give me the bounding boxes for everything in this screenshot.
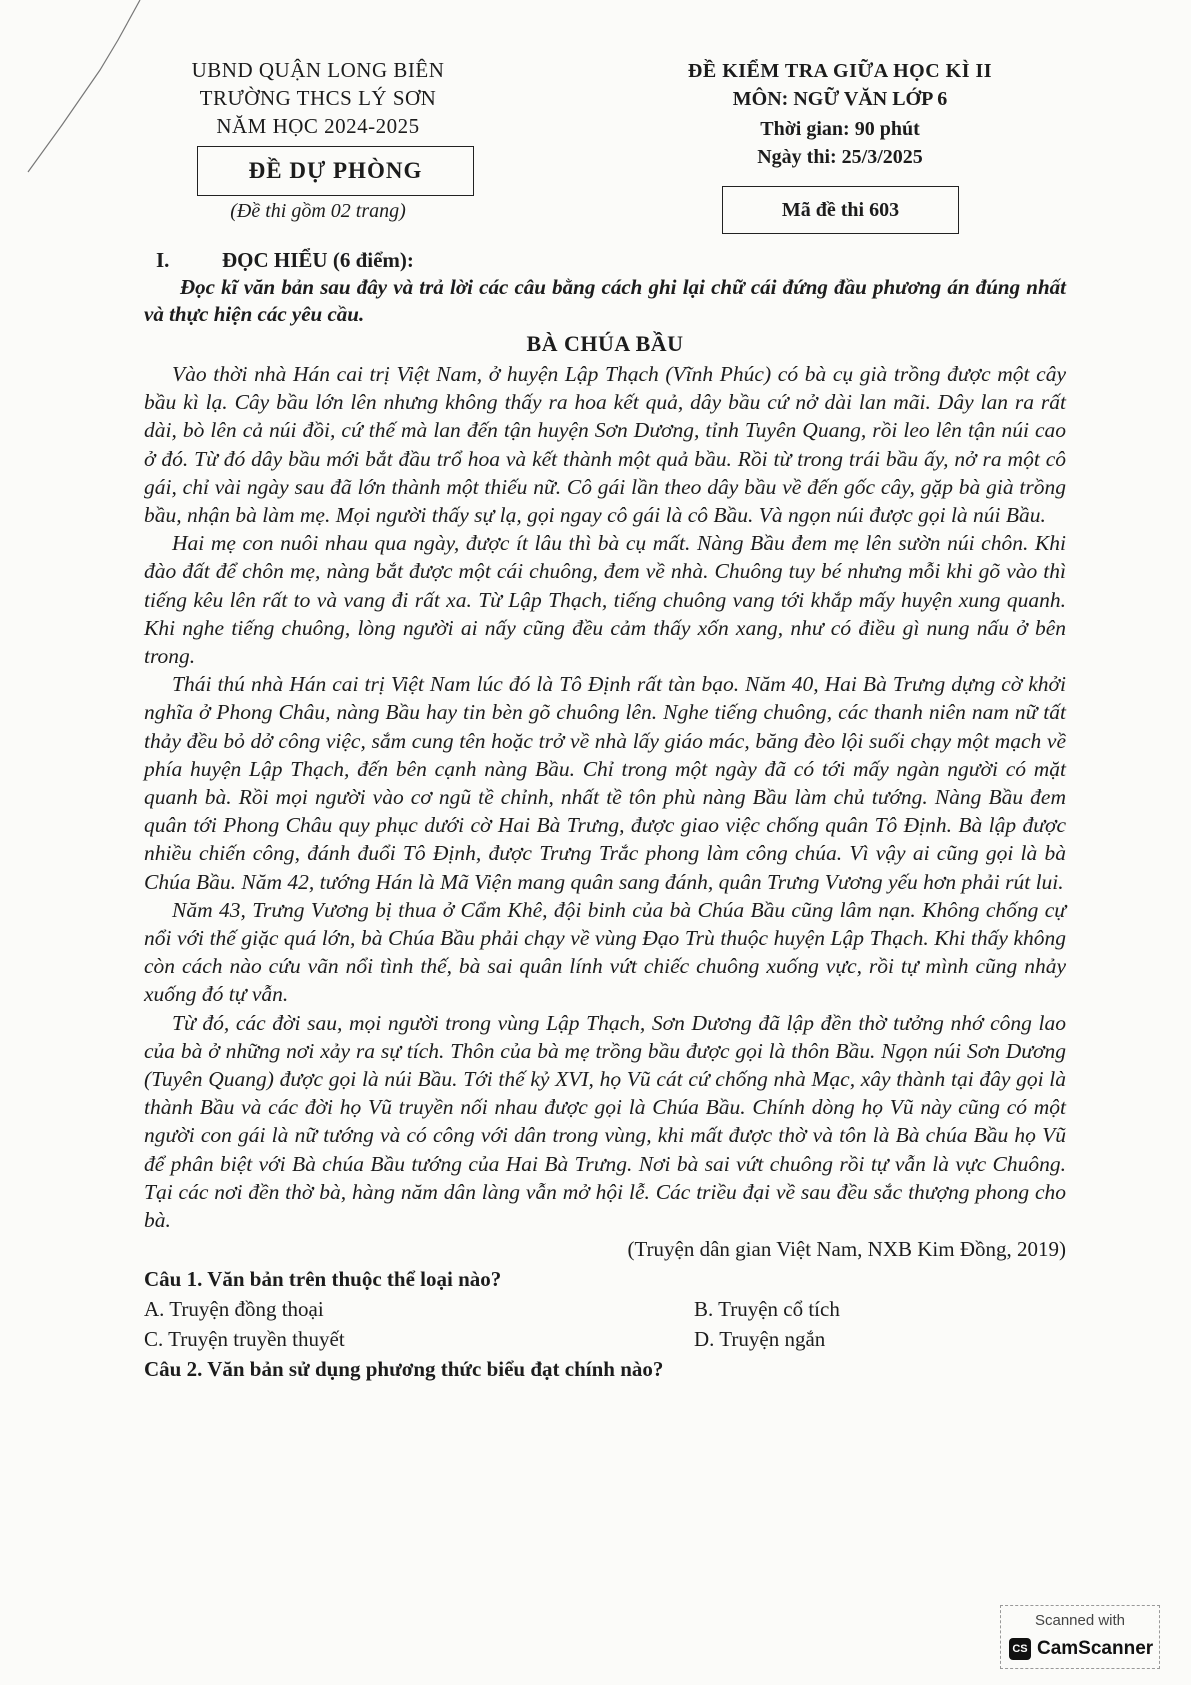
- question-2: Câu 2. Văn bản sử dụng phương thức biểu đạt chính nào?: [144, 1357, 664, 1382]
- watermark-caption: Scanned with: [1034, 1612, 1126, 1629]
- duration-line: Thời gian: 90 phút: [760, 118, 920, 140]
- option-d: D. Truyện ngắn: [694, 1327, 826, 1352]
- story-paragraph: Năm 43, Trưng Vương bị thua ở Cẩm Khê, đội binh của bà Chúa Bầu cũng lâm nạn. Không chống cự nổi với thế giặc quá lớn, bà Chúa Bầu phải chạy về vùng Đạo Trù thuộc huyện Lập Thạch. Khi thấy không còn cách nào cứu vãn nổi tình thế, bà sai quân lính vứt chiếc chuông xuống vực, rồi tự mình cũng nhảy xuống đó tự vẫn.: [144, 897, 1066, 1007]
- section-instruction: Đọc kĩ văn bản sau đây và trả lời các câu bằng cách ghi lại chữ cái đứng đầu phương án đúng nhất và thực hiện các yêu cầu.: [144, 275, 1066, 326]
- watermark-brand: CamScanner: [1037, 1638, 1154, 1659]
- school-name: TRƯỜNG THCS LÝ SƠN: [199, 86, 437, 110]
- exam-header: [0, 52, 1191, 242]
- story-title: BÀ CHÚA BẦU: [526, 331, 684, 356]
- school-year: NĂM HỌC 2024-2025: [216, 114, 420, 138]
- camscanner-logo-icon: CS: [1009, 1638, 1031, 1660]
- story-paragraph: Thái thú nhà Hán cai trị Việt Nam lúc đó là Tô Định rất tàn bạo. Năm 40, Hai Bà Trưng dựng cờ khởi nghĩa ở Phong Châu, nàng Bầu hay tin bèn gõ chuông lên. Nghe tiếng chuông, các thanh niên nam nữ tất thảy đều bỏ dở công việc, sắm cung tên hoặc trở về nhà lấy giáo mác, băng đèo lội suối chạy một mạch về phía huyện Lập Thạch, đến bên cạnh nàng Bầu. Chỉ trong một ngày đã có tới mấy ngàn người có mặt quanh bà. Rồi mọi người vào cơ ngũ tề chỉnh, nhất tề tôn phù nàng Bầu làm chủ tướng. Nàng Bầu đem quân tới Phong Châu quy phục dưới cờ Hai Bà Trưng, được giao việc chống quân Tô Định. Bà lập được nhiều chiến công, đánh đuổi Tô Định, được Trưng Trắc phong làm công chúa. Vì vậy ai cũng gọi là bà Chúa Bầu. Năm 42, tướng Hán là Mã Viện mang quân sang đánh, quân Trưng Vương yếu hơn phải rút lui.: [144, 672, 1066, 894]
- story-paragraph: Hai mẹ con nuôi nhau qua ngày, được ít lâu thì bà cụ mất. Nàng Bầu đem mẹ lên sườn núi chôn. Khi đào đất để chôn mẹ, nàng bắt được một cái chuông, đem về nhà. Chuông tuy bé nhưng mỗi khi gõ vào thì tiếng kêu lên rất to và vang đi rất xa. Từ Lập Thạch, tiếng chuông vang tới khắp mấy huyện xung quanh. Khi nghe tiếng chuông, lòng người ai nấy cũng đều cảm thấy xốn xang, như có điều gì nung nấu ở bên trong.: [144, 531, 1066, 669]
- reserve-exam-box: ĐỀ DỰ PHÒNG: [197, 146, 474, 196]
- exam-title: ĐỀ KIỂM TRA GIỮA HỌC KÌ II: [687, 60, 993, 82]
- story-source: (Truyện dân gian Việt Nam, NXB Kim Đồng, 2019): [627, 1237, 1066, 1262]
- option-b: B. Truyện cổ tích: [694, 1297, 840, 1322]
- question-1-options-row-2: [144, 1324, 1066, 1354]
- story-paragraph: Vào thời nhà Hán cai trị Việt Nam, ở huyện Lập Thạch (Vĩnh Phúc) có bà cụ già trồng được một cây bầu kì lạ. Cây bầu lớn lên nhưng không thấy ra hoa kết quả, dây bầu cứ nở dài lan mãi. Dây lan ra rất dài, bò lên cả núi đồi, cứ thế mà lan đến tận huyện Sơn Dương, tỉnh Tuyên Quang, rồi leo lên tận núi cao ở đó. Từ đó dây bầu mới bắt đầu trổ hoa và kết thành một quả bầu. Rồi từ trong trái bầu ấy, nở ra một cô gái, chỉ vài ngày sau đã lớn thành một thiếu nữ. Cô gái lần theo dây bầu về đến gốc cây, gặp bà già trồng bầu, nhận bà làm mẹ. Mọi người thấy sự lạ, gọi ngay cô gái là cô Bầu. Và ngọn núi được gọi là núi Bầu.: [144, 362, 1066, 528]
- exam-date-line: Ngày thi: 25/3/2025: [757, 146, 923, 168]
- question-1: Câu 1. Văn bản trên thuộc thể loại nào?: [144, 1267, 502, 1292]
- camscanner-watermark: [1000, 1605, 1160, 1669]
- option-a: A. Truyện đồng thoại: [144, 1297, 324, 1322]
- exam-code-box: Mã đề thi 603: [722, 186, 959, 234]
- question-1-options-row-1: [144, 1294, 1066, 1324]
- district-name: UBND QUẬN LONG BIÊN: [191, 58, 445, 82]
- section-number: I.: [156, 248, 170, 272]
- exam-body: [144, 246, 1066, 1384]
- story-paragraph: Từ đó, các đời sau, mọi người trong vùng Lập Thạch, Sơn Dương đã lập đền thờ tưởng nhớ công lao của bà ở những nơi xảy ra sự tích. Thôn của bà mẹ trồng bầu được gọi là thôn Bầu. Ngọn núi Sơn Dương (Tuyên Quang) được gọi là núi Bầu. Tới thế kỷ XVI, họ Vũ cát cứ chống nhà Mạc, xây thành tại đây gọi là thành Bầu và các đời họ Vũ truyền nối nhau được gọi là Chúa Bầu. Chính dòng họ Vũ này cũng có một người con gái là nữ tướng và có công với dân trong vùng, khi mất được thờ và tôn là Bà chúa Bầu họ Vũ để phân biệt với Bà chúa Bầu tướng của Hai Bà Trưng. Nơi bà sai vứt chuông rồi tự vẫn là vực Chuông. Tại các nơi đền thờ bà, hàng năm dân làng vẫn mở hội lễ. Các triều đại về sau đều sắc thượng phong cho bà.: [144, 1010, 1066, 1233]
- section-title: ĐỌC HIỂU (6 điểm):: [222, 248, 414, 272]
- page-count-note: (Đề thi gồm 02 trang): [230, 200, 406, 222]
- subject-line: MÔN: NGỮ VĂN LỚP 6: [732, 88, 948, 110]
- option-c: C. Truyện truyền thuyết: [144, 1327, 345, 1352]
- section-heading: [144, 246, 1066, 274]
